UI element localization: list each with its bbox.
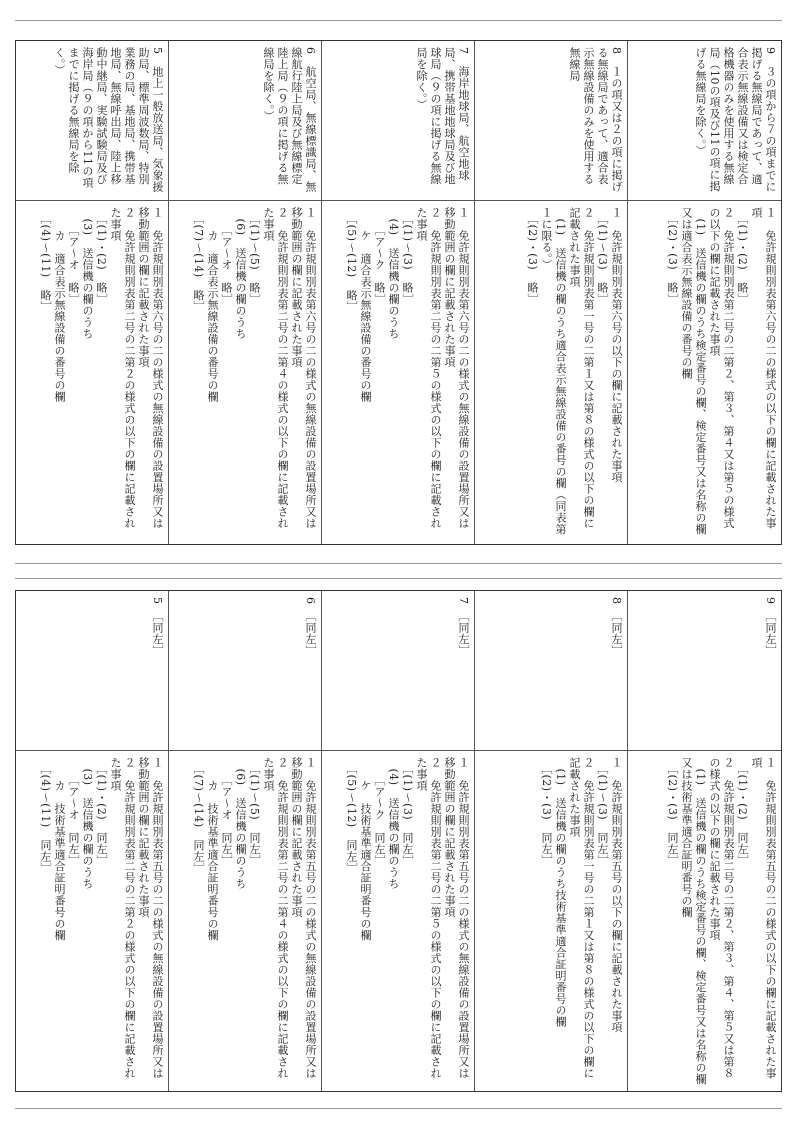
upper-cell-items (322, 201, 474, 544)
items-text: １ 免許規則別表第六号の二の様式の無線設備の設置場所又は移動範囲の欄に記載された事項 ２ 免許規則別表第二号の二第４の様式の以下の欄に記載された事項 ［(1)～(5) 略］ (6) 送信機の欄のうち ［ア～オ 略］ カ 適合表示無線設備の番号の欄 ［(7)～(14) 略］ (192, 207, 317, 529)
station-text: 7 ［同左］ (457, 597, 470, 657)
items-text: １ 免許規則別表第五号の二の様式の無線設備の設置場所又は移動範囲の欄に記載された事項 ２ 免許規則別表第二号の二第４の様式の以下の欄に記載された事項 ［(1)～(5) 同左］ (6) 送信機の欄のうち ［ア～オ 同左］ カ 技術基準適合証明番号の欄 ［(7)～(14) 同左］ (192, 757, 317, 1079)
lower-cell-station (628, 591, 781, 751)
items-text: １ 免許規則別表第五号の二の様式の無線設備の設置場所又は移動範囲の欄に記載された事項 ２ 免許規則別表第二号の二第５の様式の以下の欄に記載された事項 ［(1)～(3) 同左］ (4) 送信機の欄のうち ［ア～ク 同左］ ケ 技術基準適合証明番号の欄 ［(5)～(12) 同左］ (345, 757, 470, 1079)
station-text: 7 海岸地球局、航空地球局、携帯基地地球局及び地球局（９の項に掲げる無線局を除く。） (415, 47, 470, 185)
lower-column-5 (16, 591, 169, 1091)
lower-column-6 (169, 591, 322, 1091)
items-text: １ 免許規則別表第五号の以下の欄に記載された事項 ［(1)～(3) 同左］ ２ 免許規則別表第一号の二第１又は第８の様式の以下の欄に記載された事項 (1) 送信機の欄のうち技術基準適合証明番号の欄 ［(2)・(3) 同左］ (540, 757, 623, 1079)
top-rule (15, 20, 782, 21)
bottom-rule (15, 1108, 782, 1109)
lower-table (15, 590, 782, 1092)
station-text: 8 ［同左］ (610, 597, 623, 657)
lower-column-8 (475, 591, 628, 1091)
station-text: 5 地上一般放送局、気象援助局、標準周波数局、特別業務の局、基地局、携帯基地局、無線呼出局、陸上移動中継局、実験試験局及び海岸局（９の項から11の項までに掲げる無線局を除く。） (53, 47, 164, 193)
station-text: 6 航空局、無線標識局、無線航行陸上局及び無線標定陸上局（９の項に掲げる無線局を除く。） (262, 47, 317, 193)
lower-cell-items (322, 751, 474, 1091)
upper-column-8 (475, 41, 628, 544)
lower-column-9 (628, 591, 781, 1091)
middle-rule-2 (15, 578, 782, 579)
station-text: 9 ［同左］ (764, 597, 777, 657)
middle-rule-1 (15, 563, 782, 564)
upper-cell-station (322, 41, 474, 201)
upper-cell-items (475, 201, 627, 544)
lower-cell-items (475, 751, 627, 1091)
upper-cell-station (169, 41, 321, 201)
upper-cell-items (628, 201, 781, 544)
upper-cell-station (628, 41, 781, 201)
lower-cell-station (322, 591, 474, 751)
upper-cell-items (16, 201, 168, 544)
lower-column-7 (322, 591, 475, 1091)
upper-column-5 (16, 41, 169, 544)
upper-table (15, 40, 782, 545)
items-text: １ 免許規則別表第六号の以下の欄に記載された事項 ［(1)～(3) 略］ ２ 免許規則別表第一号の二第１又は第８の様式の以下の欄に記載された事項 (1) 送信機の欄のうち適合表示無線設備の番号の欄（同表第１に限る。） ［(2)・(3) 略］ (526, 207, 623, 535)
lower-cell-items (628, 751, 781, 1091)
items-text: １ 免許規則別表第五号の二の様式の以下の欄に記載された事項 ［(1)・(2) 同左］ ２ 免許規則別表第二号の二第２、第３、第４、第５又は第８の様式の以下の欄に記載された事項 (1) 送信機の欄のうち検定番号の欄、検定番号又は名称の欄又は技術基準適合証明番号の欄 ［(2)・(3) 同左］ (666, 757, 777, 1085)
upper-column-6 (169, 41, 322, 544)
lower-cell-station (169, 591, 321, 751)
upper-column-9 (628, 41, 781, 544)
upper-cell-station (16, 41, 168, 201)
station-text: 9 ３の項から７の項までに掲げる無線局であって、適合表示無線設備又は検定合格機器のみを使用する無線局（10の項及び11の項に掲げる無線局を除く。） (694, 47, 777, 193)
lower-cell-items (16, 751, 168, 1091)
items-text: １ 免許規則別表第六号の二の様式の無線設備の設置場所又は移動範囲の欄に記載された事項 ２ 免許規則別表第二号の二第２の様式の以下の欄に記載された事項 ［(1)・(2) 略］ (3) 送信機の欄のうち ［ア～オ 略］ カ 適合表示無線設備の番号の欄 ［(4)～(11) 略］ (39, 207, 164, 529)
items-text: １ 免許規則別表第五号の二の様式の無線設備の設置場所又は移動範囲の欄に記載された事項 ２ 免許規則別表第二号の二第２の様式の以下の欄に記載された事項 ［(1)・(2) 同左］ (3) 送信機の欄のうち ［ア～オ 同左］ カ 技術基準適合証明番号の欄 ［(4)～(11) 同左］ (39, 757, 164, 1079)
station-text: 6 ［同左］ (304, 597, 317, 657)
upper-column-7 (322, 41, 475, 544)
upper-cell-station (475, 41, 627, 201)
upper-cell-items (169, 201, 321, 544)
station-text: 5 ［同左］ (151, 597, 164, 657)
lower-cell-station (475, 591, 627, 751)
lower-cell-station (16, 591, 168, 751)
station-text: 8 １の項又は２の項に掲げる無線局であって、適合表示無線設備のみを使用する無線局 (568, 47, 623, 193)
items-text: １ 免許規則別表第六号の二の様式の無線設備の設置場所又は移動範囲の欄に記載された事項 ２ 免許規則別表第二号の二第５の様式の以下の欄に記載された事項 ［(1)～(3) 略］ (4) 送信機の欄のうち ［ア～ク 略］ ケ 適合表示無線設備の番号の欄 ［(5)～(12) 略］ (345, 207, 470, 529)
lower-cell-items (169, 751, 321, 1091)
items-text: １ 免許規則別表第六号の二の様式の以下の欄に記載された事項 ［(1)・(2) 略］ ２ 免許規則別表第二号の二第２、第３、第４又は第５の様式の以下の欄に記載された事項 (1) 送信機の欄のうち検定番号の欄、検定番号又は名称の欄又は適合表示無線設備の番号の欄 ［(2)・(3) 略］ (666, 207, 777, 535)
